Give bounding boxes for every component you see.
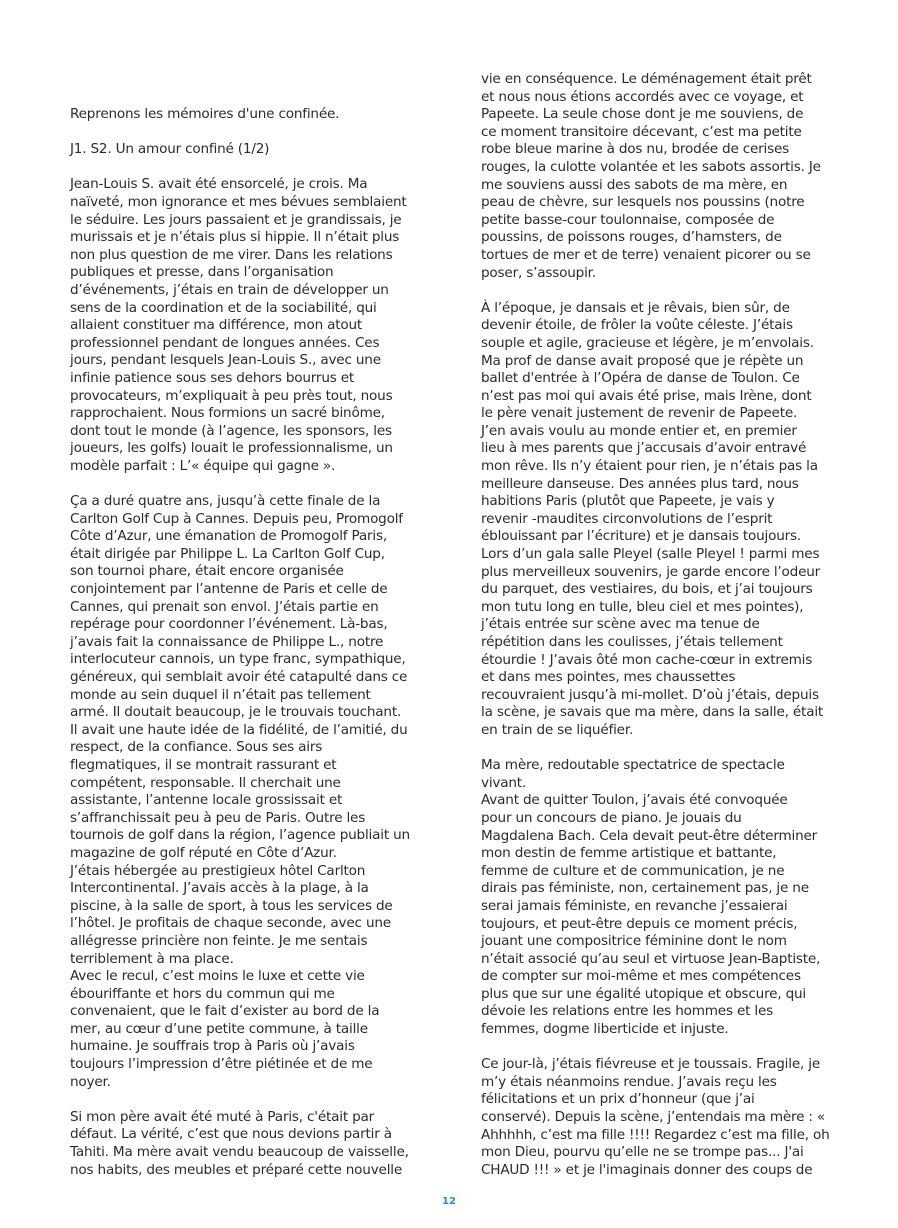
chapter-heading: J1. S2. Un amour confiné (1/2) xyxy=(70,141,270,158)
left-paragraph-2: Ça a duré quatre ans, jusqu’à cette finale de la Carlton Golf Cup à Cannes. Depuis peu, Promogolf Côte d’Azur, une émanation de Promogolf Paris, était dirigée par Philippe L. La Carlton Golf Cup, son tournoi phare, était encore organisée conjointement par l’antenne de Paris et celle de Cannes, qui prenait son envol. J’étais partie en repérage pour coordonner l’événement. Là-bas, j’avais fait la connaissance de Philippe L., notre interlocuteur cannois, un type franc, sympathique, généreux, qui semblait avoir été catapulté dans ce monde au sein duquel il n’était pas tellement armé. Il doutait beaucoup, je le trouvais touchant. Il avait une haute idée de la fidélité, de l’amitié, du respect, de la confiance. Sous ses airs flegmatiques, il se montrait rassurant et compétent, responsable. Il cherchait une assistante, l’antenne locale grossissait et s’affranchissait peu à peu de Paris. Outre les tournois de golf dans la région, l’agence publiait un magazine de golf réputé en Côte d’Azur. J’étais hébergée au prestigieux hôtel Carlton Intercontinental. J’avais accès à la plage, à la piscine, à la salle de sport, à tous les services de l’hôtel. Je profitais de chaque seconde, avec une allégresse princière non feinte. Je me sentais terriblement à ma place. Avec le recul, c’est moins le luxe et cette vie ébouriffante et hors du commun qui me convenaient, que le fait d’exister au bord de la mer, au cœur d’une petite commune, à taille humaine. Je souffrais trop à Paris où j’avais toujours l’impression d’être piétinée et de me noyer. xyxy=(70,493,410,1090)
left-paragraph-3: Si mon père avait été muté à Paris, c'était par défaut. La vérité, c’est que nous devions partir à Tahiti. Ma mère avait vendu beaucoup de vaisselle, nos habits, des meubles et préparé cette nouvelle xyxy=(70,1108,409,1178)
intro-line: Reprenons les mémoires d'une confinée. xyxy=(70,106,340,122)
right-paragraph-2: À l’époque, je dansais et je rêvais, bien sûr, de devenir étoile, de frôler la voûte céleste. J’étais souple et agile, gracieuse et légère, je m’envolais. Ma prof de danse avait proposé que je répète un ballet d'entrée à l’Opéra de danse de Toulon. Ce n’est pas moi qui avais été prise, mais Irène, dont le père venait justement de revenir de Papeete. J’en avais voulu au monde entier et, en premier lieu à mes parents que j’accusais d’avoir entravé mon rêve. Ils n’y étaient pour rien, je n’étais pas la meilleure danseuse. Des années plus tard, nous habitions Paris (plutôt que Papeete, je vais y revenir -maudites circonvolutions de l’esprit éblouissant par l’écriture) et je dansais toujours. Lors d’un gala salle Pleyel (salle Pleyel ! parmi mes plus merveilleux souvenirs, je garde encore l’odeur du parquet, des vestiaires, du bois, et j’ai toujours mon tutu long en tulle, bleu ciel et mes pointes), j’étais entrée sur scène avec ma tenue de répétition dans les coulisses, j’étais tellement étourdie ! J’avais ôté mon cache-cœur in extremis et dans mes pointes, mes chaussettes recouvraient jusqu’à mi-mollet. D’où j’étais, depuis la scène, je savais que ma mère, dans la salle, était en train de se liquéfier. xyxy=(481,299,824,738)
right-column xyxy=(481,0,830,1197)
page-number: 12 xyxy=(442,1196,456,1207)
right-paragraph-4: Avant de quitter Toulon, j’avais été convoquée pour un concours de piano. Je jouais du Magdalena Bach. Cela devait peut-être déterminer mon destin de femme artistique et battante, femme de culture et de communication, je ne dirais pas féministe, non, certainement pas, je ne serai jamais féministe, en revanche j’essaierai toujours, et peut-être depuis ce moment précis, jouant une compositrice féminine dont le nom n’était associé qu’au seul et virtuose Jean-Baptiste, de compter sur moi-même et mes compétences plus que sur une égalité utopique et obscure, qui dévoie les relations entre les hommes et les femmes, dogme liberticide et injuste. xyxy=(481,792,821,1038)
right-paragraph-5: Ce jour-là, j’étais fiévreuse et je toussais. Fragile, je m’y étais néanmoins rendue. J’avais reçu les félicitations et un prix d’honneur (que j’ai conservé). Depuis la scène, j’entendais ma mère : « Ahhhhh, c’est ma fille !!!! Regardez c’est ma fille, oh mon Dieu, pourvu qu’elle ne se trompe pas... J'ai CHAUD !!! » et je l'imaginais donner des coups de xyxy=(481,1056,830,1178)
right-paragraph-3: Ma mère, redoutable spectatrice de spectacle vivant. xyxy=(481,757,785,791)
left-column xyxy=(70,0,416,1197)
left-paragraph-1: Jean-Louis S. avait été ensorcelé, je crois. Ma naïveté, mon ignorance et mes bévues semblaient le séduire. Les jours passaient et je grandissais, je murissais et je n’étais plus si hippie. Il n’était plus non plus question de me virer. Dans les relations publiques et presse, dans l’organisation d’événements, j’étais en train de développer un sens de la coordination et de la sociabilité, qui allaient constituer ma différence, mon atout professionnel pendant de longues années. Ces jours, pendant lesquels Jean-Louis S., avec une infinie patience sous ses dehors bourrus et provocateurs, m’expliquait à peu près tout, nous rapprochaient. Nous formions un sacré binôme, dont tout le monde (à l’agence, les sponsors, les joueurs, les golfs) louait le professionnalisme, un modèle parfait : L’« équipe qui gagne ». xyxy=(70,176,407,474)
right-paragraph-1: vie en conséquence. Le déménagement était prêt et nous nous étions accordés avec ce voyage, et Papeete. La seule chose dont je me souviens, de ce moment transitoire décevant, c’est ma petite robe bleue marine à dos nu, brodée de cerises rouges, la culotte volantée et les sabots assortis. Je me souviens aussi des sabots de ma mère, en peau de chèvre, sur lesquels nos poussins (notre petite basse-cour toulonnaise, composée de poussins, de poissons rouges, d’hamsters, de tortues de mer et de terre) venaient picorer ou se poser, s’assoupir. xyxy=(481,71,821,281)
